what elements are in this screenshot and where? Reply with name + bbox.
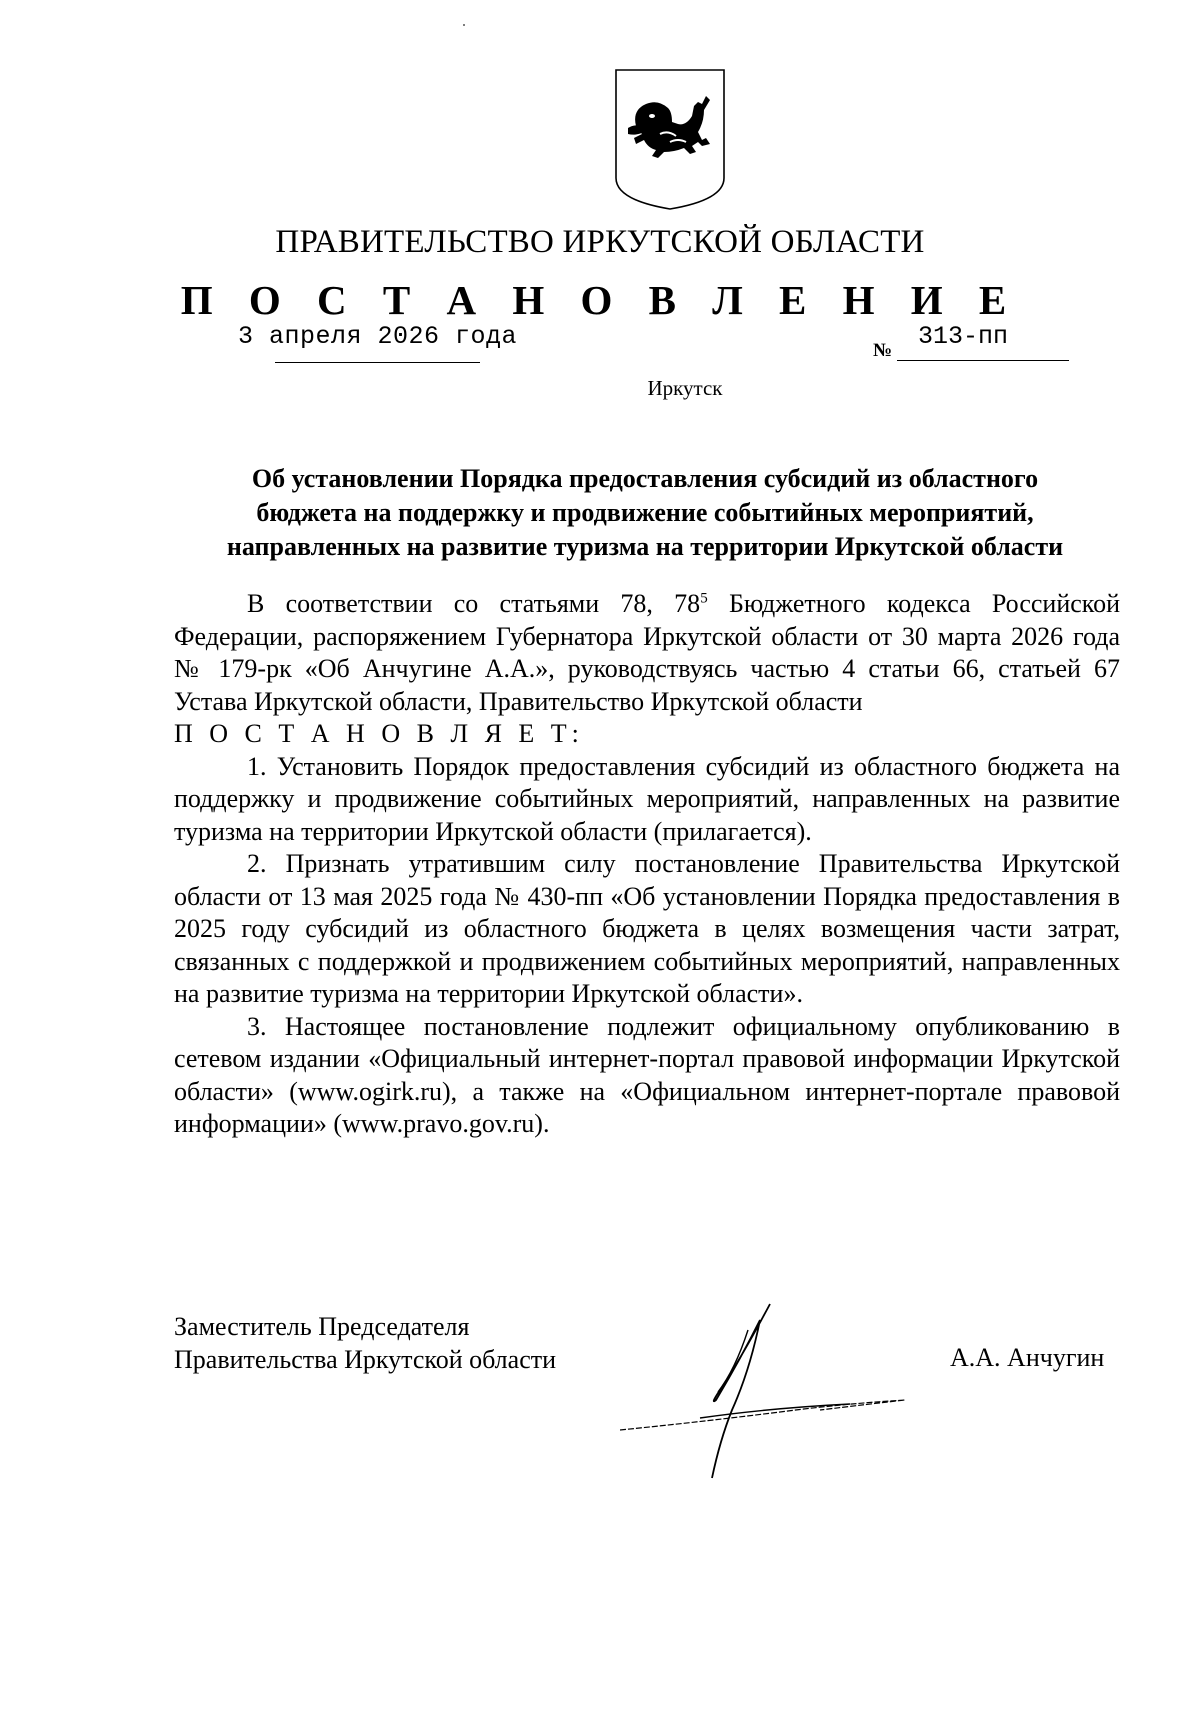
- title-line: направленных на развитие туризма на территории Иркутской области: [226, 532, 1064, 561]
- clause-2: 2. Признать утратившим силу постановление Правительства Иркутской области от 13 мая 2025 года № 430-пп «Об установлении Порядка предоставления в 2025 году субсидий из областного бюджета в целях возмещения части затрат, связанных с поддержкой и продвижением событийных мероприятий, направленных на развитие туризма на территории Иркутской области».: [174, 849, 1120, 1008]
- document-date: 3 апреля 2026 года: [238, 322, 518, 351]
- position-line: Правительства Иркутской области: [174, 1345, 557, 1374]
- coat-of-arms-icon: [612, 66, 728, 212]
- clause-3: 3. Настоящее постановление подлежит официальному опубликованию в сетевом издании «Официальный интернет-портал правовой информации Иркутской области» (www.ogirk.ru), а также на «Официальном интернет-портале правовой информации» (www.pravo.gov.ru).: [174, 1011, 1120, 1138]
- preamble: [174, 588, 1120, 718]
- document-number: 313-пп: [918, 322, 1009, 351]
- decree-word: П О С Т А Н О В Л Я Е Т:: [174, 719, 584, 748]
- document-body: [174, 588, 1120, 1141]
- scan-speck: [463, 24, 465, 26]
- city-name: Иркутск: [647, 376, 723, 400]
- signatory-position: [174, 1310, 556, 1376]
- document-title: [170, 462, 1120, 564]
- preamble-text: Бюджетного кодекса Российской Федерации, распоряжением Губернатора Иркутской области от 30 марта 2026 года № 179-рк «Об Анчугине А.А.», руководствуясь частью 4 статьи 66, статьей 67 Устава Иркутской области, Правительство Иркутской области: [174, 589, 1120, 716]
- number-sign: №: [873, 340, 893, 361]
- number-underline: [897, 360, 1069, 361]
- preamble-text: В соответствии со статьями 78, 78: [247, 589, 701, 618]
- title-line: Об установлении Порядка предоставления субсидий из областного: [251, 464, 1039, 493]
- document-type: П О С Т А Н О В Л Е Н И Е: [180, 277, 1020, 323]
- article-superscript: 5: [700, 590, 708, 607]
- title-line: бюджета на поддержку и продвижение событийных мероприятий,: [256, 498, 1034, 527]
- signatory-name: А.А. Анчугин: [950, 1343, 1105, 1372]
- clause-1: 1. Установить Порядок предоставления субсидий из областного бюджета на поддержку и продвижение событийных мероприятий, направленных на развитие туризма на территории Иркутской области (прилагается).: [174, 751, 1120, 846]
- position-line: Заместитель Председателя: [174, 1312, 470, 1341]
- date-underline: [275, 362, 480, 363]
- authority-name: ПРАВИТЕЛЬСТВО ИРКУТСКОЙ ОБЛАСТИ: [275, 224, 925, 260]
- signature-icon: [620, 1300, 960, 1480]
